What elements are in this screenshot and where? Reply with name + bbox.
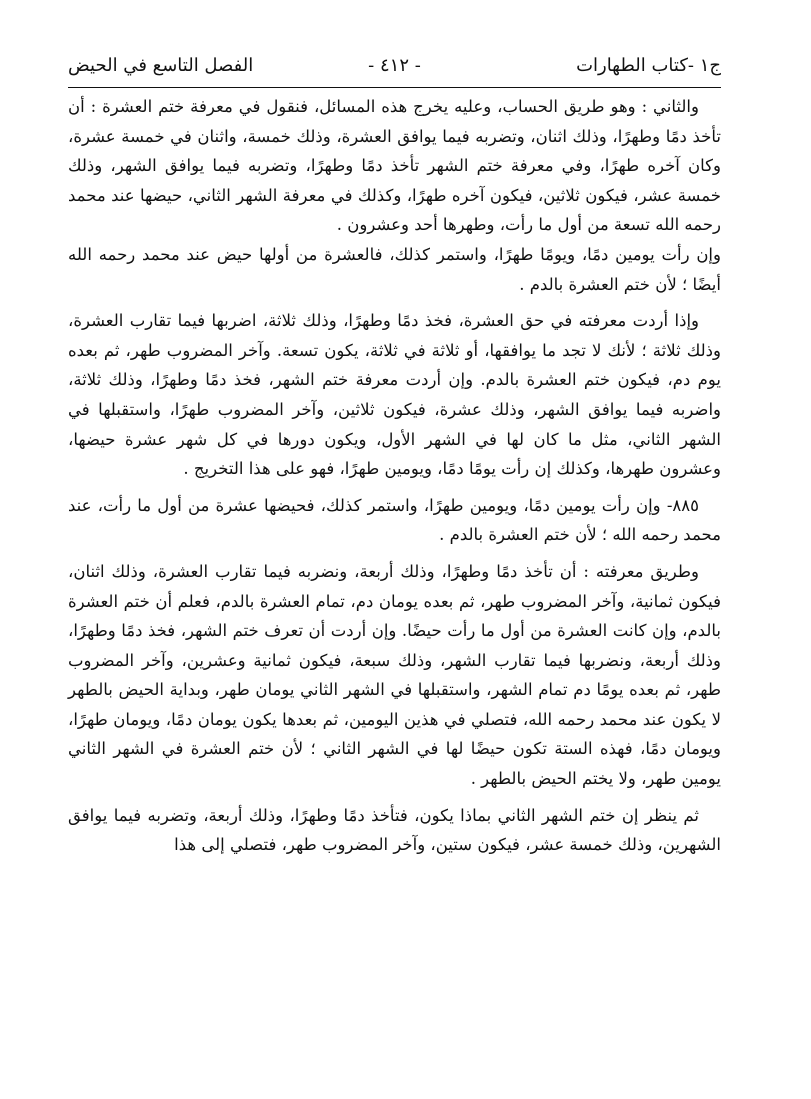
paragraph: وإن رأت يومين دمًا، ويومًا طهرًا، واستمر كذلك، فالعشرة من أولها حيض عند محمد رحمه الله أيضًا ؛ لأن ختم العشرة بالدم . — [68, 244, 721, 294]
paragraph: ثم ينظر إن ختم الشهر الثاني بماذا يكون، فتأخذ دمًا وطهرًا، وذلك أربعة، وتضربه فيما يوافق الشهرين، وذلك خمسة عشر، فيكون ستين، وآخر المضروب طهر، فتصلي إلى هذا — [68, 805, 721, 855]
paragraph: وإذا أردت معرفته في حق العشرة، فخذ دمًا وطهرًا، وذلك ثلاثة، اضربها فيما تقارب العشرة، وذلك ثلاثة ؛ لأنك لا تجد ما يوافقها، أو ثلاثة في ثلاثة، يكون تسعة. وآخر المضروب طهر، ثم بعده يوم دم، فيكون ختم العشرة بالدم. وإن أردت معرفة ختم الشهر، فخذ دمًا وطهرًا، وذلك ثلاثة، واضربه فيما يوافق الشهر، وذلك عشرة، فيكون ثلاثين، وآخر المضروب طهرًا، واستقبلها في الشهر الثاني، مثل ما كان لها في الشهر الأول، ويكون دورها في كل شهر عشرة حيضها، وعشرون طهرها، وكذلك إن رأت يومًا دمًا، ويومين طهرًا، فهو على هذا التخريج . — [68, 311, 721, 479]
chapter-title: الفصل التاسع في الحيض — [68, 55, 254, 76]
paragraph: والثاني : وهو طريق الحساب، وعليه يخرج هذه المسائل، فنقول في معرفة ختم العشرة : أن تأخذ دمًا وطهرًا، وذلك اثنان، وتضربه فيما يوافق العشرة، وذلك خمسة، واثنان في خمسة عشرة، وكان آخره طهرًا، وفي معرفة ختم الشهر تأخذ دمًا وطهرًا، وتضربه فيما يوافق الشهر، وذلك خمسة عشر، فيكون ثلاثين، فيكون آخره طهرًا، وكذلك في معرفة الشهر الثاني، حيضها عند محمد رحمه الله تسعة من أول ما رأت، وطهرها أحد وعشرون . — [68, 97, 721, 235]
book-page — [68, 48, 721, 860]
paragraph: ٨٨٥- وإن رأت يومين دمًا، ويومين طهرًا، واستمر كذلك، فحيضها عشرة من أول ما رأت، عند محمد رحمه الله ؛ لأن ختم العشرة بالدم . — [68, 495, 721, 545]
page-number: - ٤١٢ - — [368, 55, 421, 76]
paragraph: وطريق معرفته : أن تأخذ دمًا وطهرًا، وذلك أربعة، ونضربه فيما تقارب العشرة، وذلك اثنان، فيكون ثمانية، وآخر المضروب طهر، ثم بعده يومان دم، تمام العشرة بالدم، فعلم أن ختم العشرة بالدم، وإن كانت العشرة من أول ما رأت حيضًا. وإن أردت أن تعرف ختم الشهر، فخذ دمًا وطهرًا، وذلك أربعة، ونضربها فيما تقارب الشهر، وذلك سبعة، فيكون ثمانية وعشرين، وآخر المضروب طهر، ثم بعده يومًا دم تمام الشهر، واستقبلها في الشهر الثاني يومان طهر، وبداية الحيض بالطهر لا يكون عند محمد رحمه الله، فتصلي في هذين اليومين، ثم بعدها يكون يومان دمًا، ويومان طهرًا، ويومان دمًا، فهذه الستة تكون حيضًا لها في الشهر الثاني ؛ لأن ختم العشرة في الشهر الثاني يومين طهر، ولا يختم الحيض بالطهر . — [68, 561, 721, 789]
header-divider — [68, 87, 721, 88]
page-header — [68, 48, 721, 84]
body-text — [68, 92, 721, 860]
volume-book-title: ج١ -كتاب الطهارات — [576, 55, 721, 76]
